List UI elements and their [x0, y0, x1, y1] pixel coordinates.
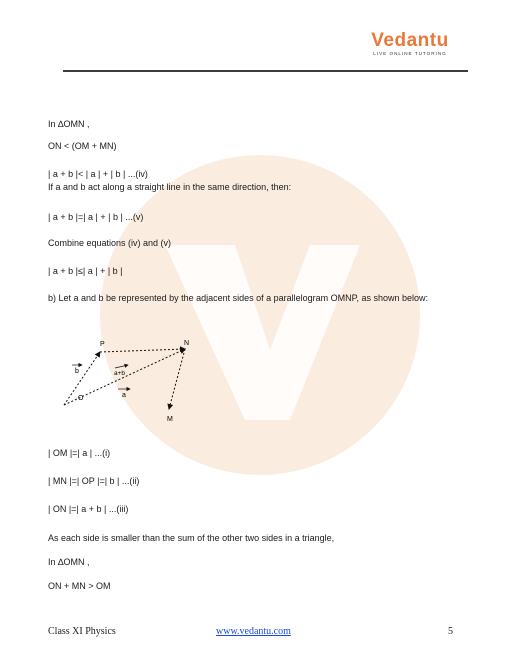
- paragraph: b) Let a and b be represented by the adjacent sides of a parallelogram OMNP, as shown below:: [48, 293, 429, 303]
- equation-line: | ON |=| a + b | ...(iii): [48, 504, 129, 514]
- vertex-p-label: P: [100, 341, 105, 348]
- vector-a-label: a: [122, 392, 126, 399]
- parallelogram-diagram: [52, 335, 212, 430]
- equation-line: | MN |=| OP |=| b | ...(ii): [48, 476, 140, 486]
- text-line: In ∆OMN ,: [48, 557, 90, 567]
- page-number: 5: [448, 626, 453, 637]
- vector-b-label: b: [75, 368, 79, 375]
- footer-course: Class XI Physics: [48, 626, 116, 637]
- vector-sum-label: a+b: [114, 370, 126, 377]
- equation-line: | a + b |=| a | + | b | ...(v): [48, 212, 144, 222]
- text-line: As each side is smaller than the sum of the other two sides in a triangle,: [48, 533, 335, 543]
- side-pn: [100, 349, 185, 352]
- equation-line: | a + b |< | a | + | b | ...(iv): [48, 169, 148, 179]
- vedantu-logo: [355, 30, 465, 56]
- vertex-o-label: O: [78, 395, 84, 402]
- logo-wordmark: Vedantu: [371, 30, 449, 51]
- footer-website-link[interactable]: www.vedantu.com: [216, 626, 291, 637]
- equation-line: ON + MN > OM: [48, 581, 111, 591]
- equation-line: ON < (OM + MN): [48, 141, 117, 151]
- vertex-n-label: N: [184, 340, 190, 347]
- equation-line: | OM |=| a | ...(i): [48, 448, 111, 458]
- text-line: Combine equations (iv) and (v): [48, 238, 172, 248]
- text-line: In ∆OMN ,: [48, 119, 90, 129]
- equation-line: | a + b |≤| a | + | b |: [48, 266, 123, 276]
- side-nm: [169, 349, 185, 409]
- watermark-logo: [95, 150, 425, 480]
- text-line: If a and b act along a straight line in the same direction, then:: [48, 182, 292, 192]
- logo-tagline: LIVE ONLINE TUTORING: [373, 51, 447, 56]
- header-rule: [63, 70, 468, 72]
- vertex-m-label: M: [167, 416, 173, 423]
